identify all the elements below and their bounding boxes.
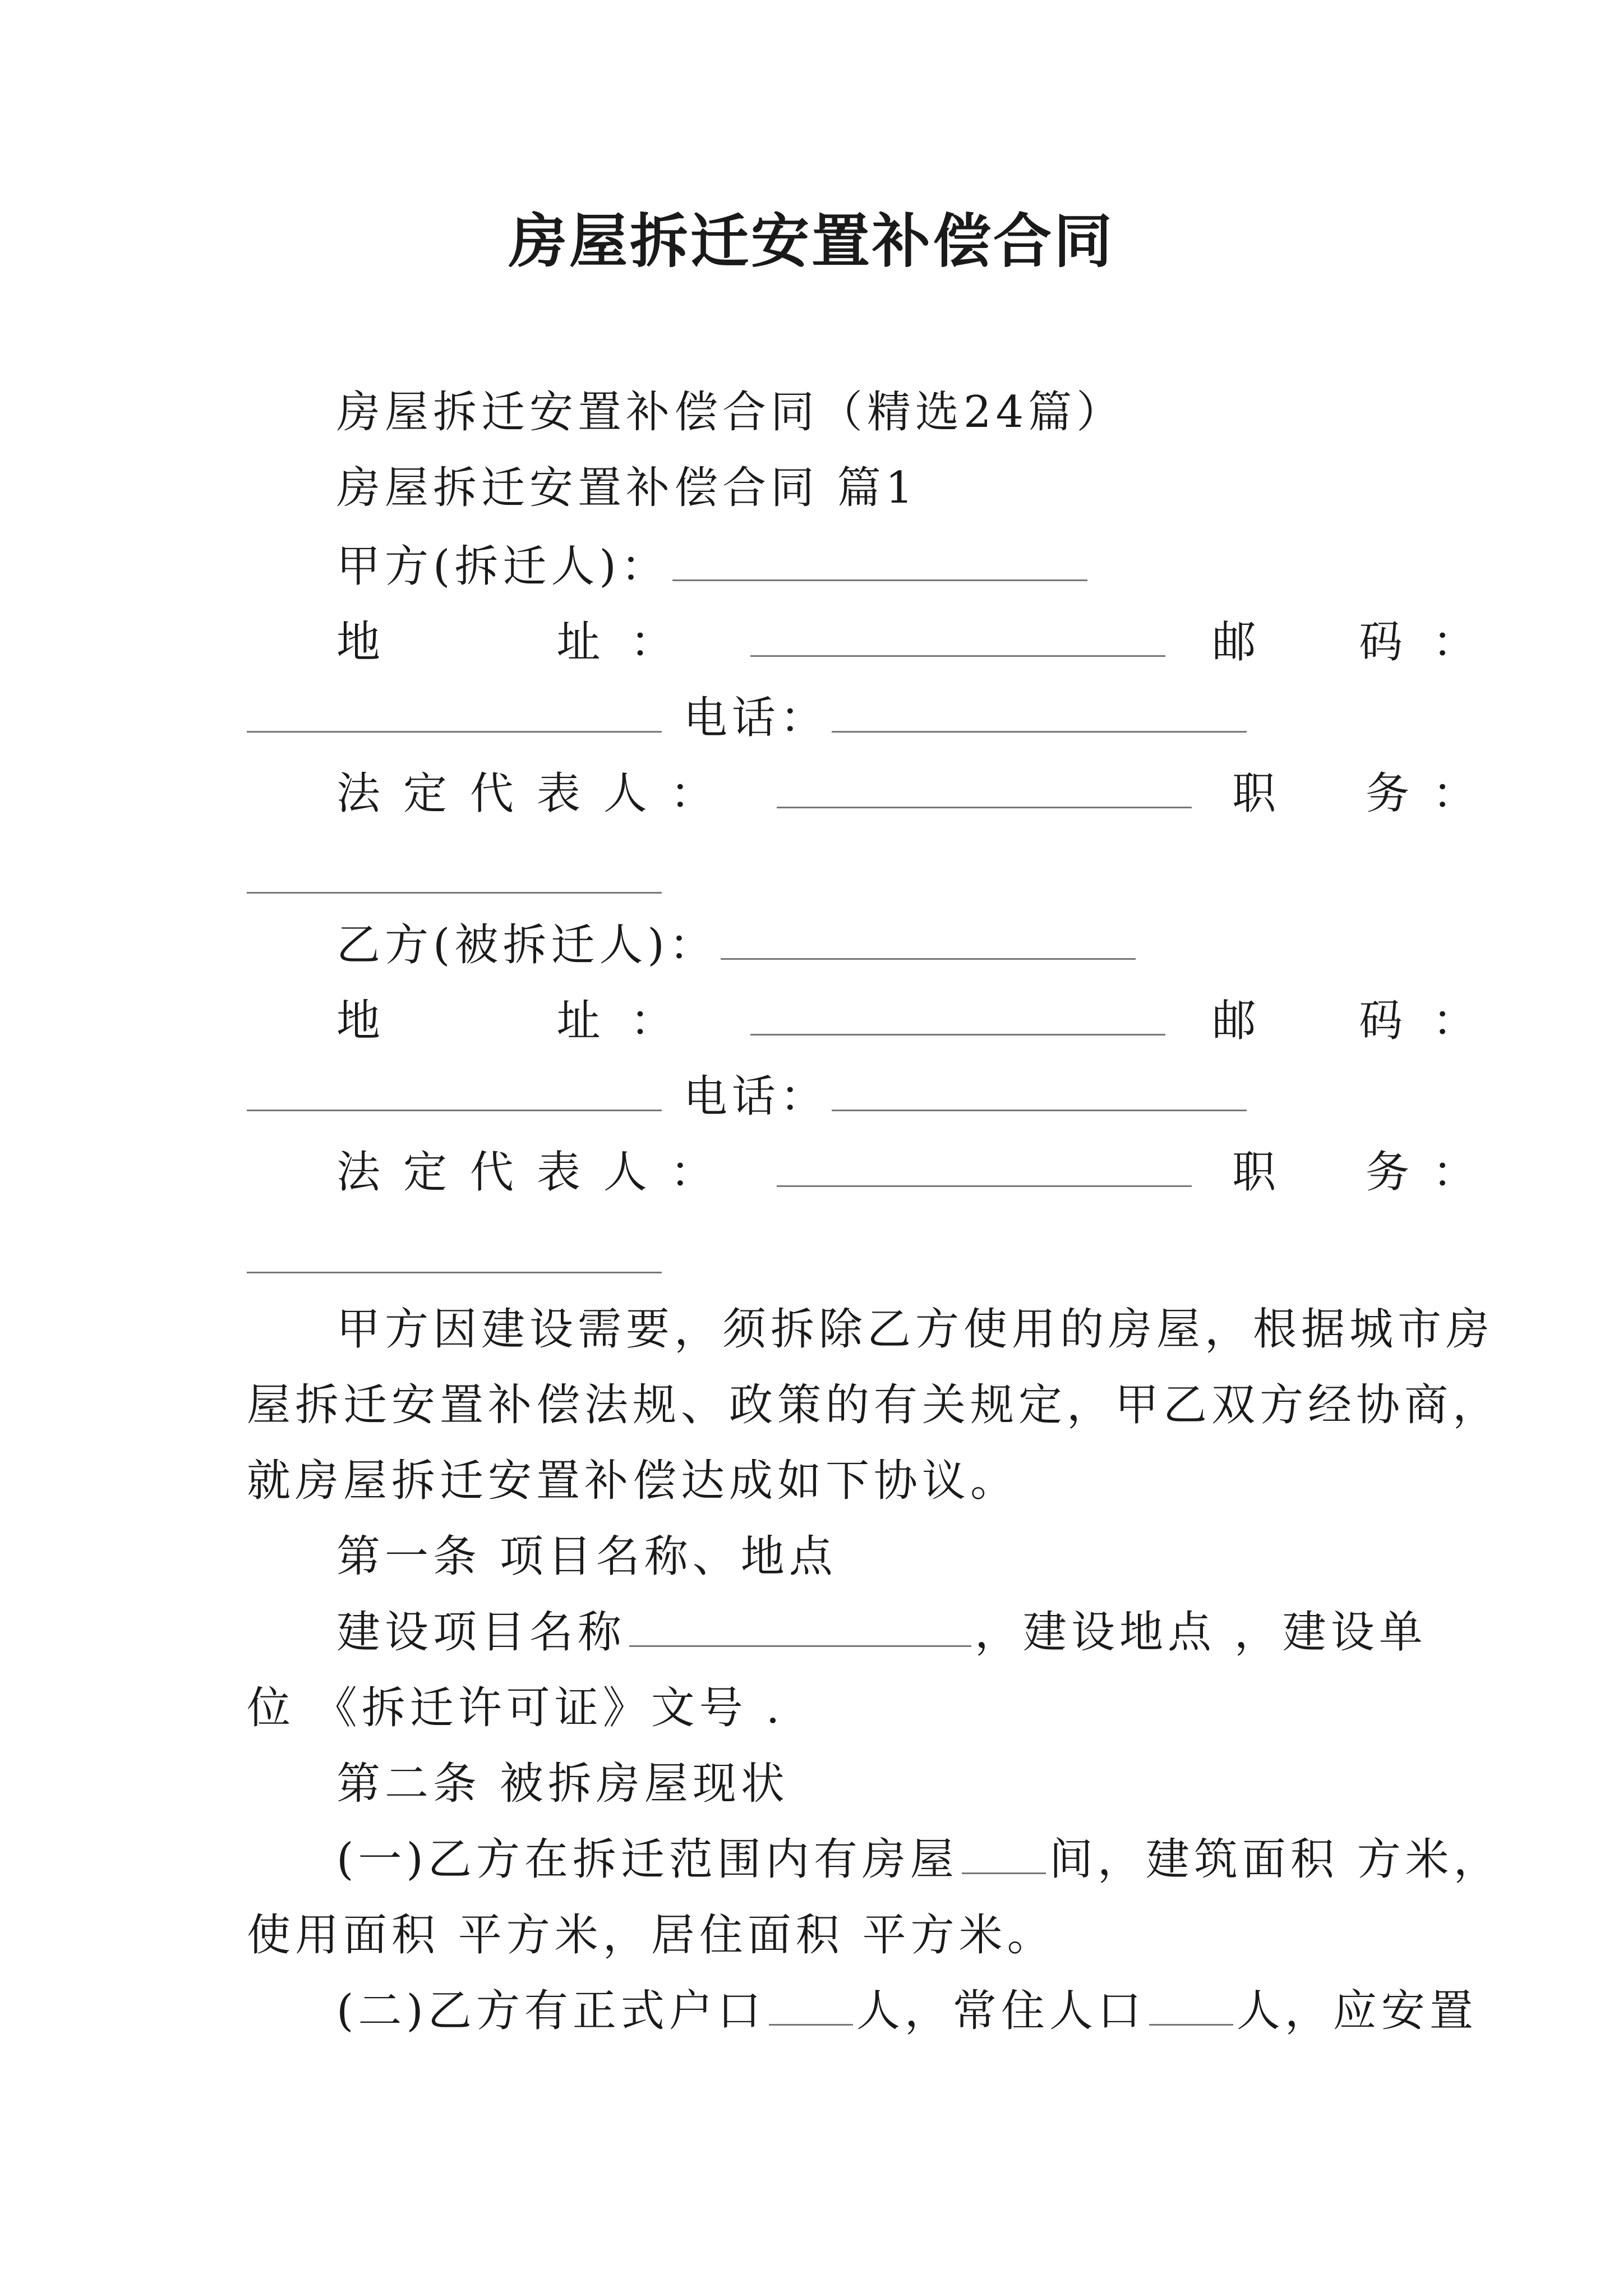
party-a-label: 甲方(拆迁人)： (336, 541, 669, 592)
party-b-postcode-label: 邮 码： (1212, 996, 1481, 1046)
article-2-para-1 (247, 1826, 1502, 1893)
party-a-phone-field[interactable] (832, 692, 1247, 733)
permanent-residents-label: 人，常住人口 (856, 1986, 1146, 2036)
party-b-label: 乙方(被拆迁人)： (336, 920, 717, 970)
article-2-heading: 第二条 被拆房屋现状 (336, 1759, 789, 1809)
party-a-postcode-field[interactable] (247, 692, 662, 733)
document-title: 房屋拆迁安置补偿合同 (508, 207, 1114, 275)
resettle-text: 人，应安置 (1236, 1986, 1478, 2036)
party-b-rep-line (247, 1139, 1481, 1206)
party-a-phone-label: 电话： (683, 693, 828, 743)
article-1-line-2: 位 《拆迁许可证》文号 . (247, 1683, 785, 1733)
party-a-rep-line (247, 760, 1481, 827)
party-a-rep-label: 法定代表人： (336, 769, 737, 819)
article-2-para-2 (247, 1977, 1481, 2045)
party-a-line (247, 533, 1481, 600)
party-a-postcode-label: 邮 码： (1212, 617, 1481, 668)
party-b-phone-label: 电话： (683, 1071, 828, 1122)
party-a-address-field[interactable] (750, 616, 1165, 657)
subtitle: 房屋拆迁安置补偿合同（精选24篇） (336, 387, 1125, 438)
project-name-field[interactable] (629, 1606, 971, 1647)
registered-residents-field[interactable] (769, 1985, 853, 2026)
project-name-label: 建设项目名称 (336, 1607, 626, 1658)
party-b-line (247, 912, 1481, 979)
party-b-name-field[interactable] (721, 919, 1136, 960)
party-b-phone-line (247, 1063, 1391, 1130)
rooms-count-field[interactable] (962, 1833, 1046, 1874)
party-b-phone-field[interactable] (832, 1070, 1247, 1111)
rooms-label: (一)乙方在拆迁范围内有房屋 (336, 1834, 958, 1885)
party-b-address-line (247, 987, 1481, 1055)
intro-line-3: 就房屋拆迁安置补偿达成如下协议。 (247, 1456, 1019, 1506)
registered-residents-label: (二)乙方有正式户口 (336, 1986, 766, 2036)
party-a-rep-field[interactable] (777, 767, 1192, 808)
article-1-line-1 (247, 1599, 1481, 1666)
party-b-position-field[interactable] (247, 1271, 662, 1273)
article-1-heading: 第一条 项目名称、地点 (336, 1531, 837, 1582)
party-a-position-field[interactable] (247, 891, 662, 894)
party-b-rep-label: 法定代表人： (336, 1147, 737, 1198)
party-b-address-field[interactable] (750, 995, 1165, 1036)
party-b-postcode-field[interactable] (247, 1070, 662, 1111)
intro-line-2: 屋拆迁安置补偿法规、政策的有关规定，甲乙双方经协商， (247, 1380, 1501, 1430)
project-location-text: ，建设地点 ，建设单 (975, 1607, 1427, 1658)
party-b-rep-field[interactable] (777, 1146, 1192, 1187)
party-a-address-line (247, 609, 1481, 676)
intro-line-1: 甲方因建设需要，须拆除乙方使用的房屋，根据城市房 (336, 1304, 1495, 1355)
section-heading: 房屋拆迁安置补偿合同 篇1 (336, 463, 918, 513)
area-text: 间，建筑面积 方米， (1049, 1834, 1502, 1885)
permanent-residents-field[interactable] (1149, 1985, 1233, 2026)
party-b-address-label: 地 址： (336, 996, 704, 1046)
party-a-address-label: 地 址： (336, 617, 704, 668)
party-a-position-label: 职 务： (1232, 769, 1481, 819)
article-2-para-1-cont: 使用面积 平方米，居住面积 平方米。 (247, 1910, 1055, 1961)
party-a-phone-line (247, 684, 1391, 752)
party-a-name-field[interactable] (672, 540, 1087, 581)
party-b-position-label: 职 务： (1232, 1147, 1481, 1198)
